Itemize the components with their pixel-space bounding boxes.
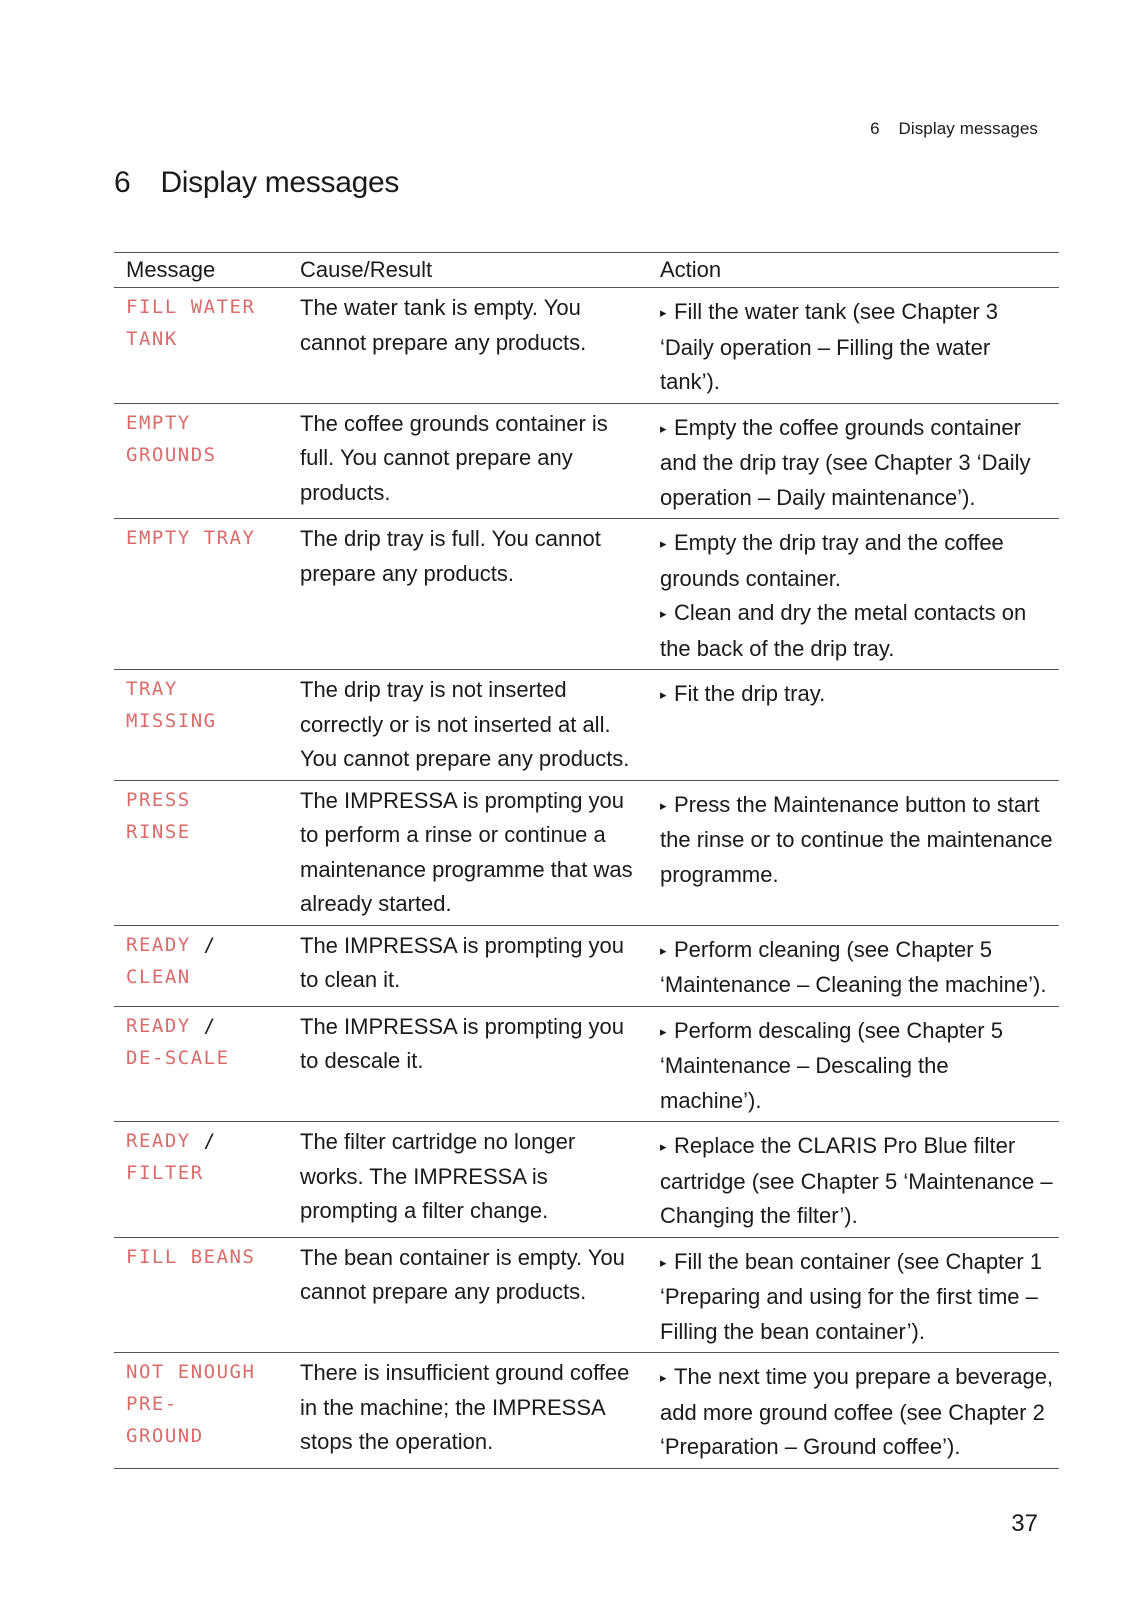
action-cell: [648, 519, 1059, 670]
right-triangle-icon: ▸: [660, 536, 667, 551]
message-cell: [114, 1006, 294, 1122]
action-item: ▸ Empty the drip tray and the coffee grounds container.: [660, 526, 1055, 596]
message-separator: /: [203, 1130, 216, 1152]
right-triangle-icon: ▸: [660, 687, 667, 702]
action-item: ▸ Fit the drip tray.: [660, 677, 1055, 713]
action-item: ▸ Perform cleaning (see Chapter 5 ‘Maintenance – Cleaning the machine’).: [660, 933, 1055, 1003]
table-row: [114, 1353, 1059, 1469]
right-triangle-icon: ▸: [660, 606, 667, 621]
action-cell: [648, 925, 1059, 1006]
action-cell: [648, 780, 1059, 925]
display-message-text: PRESS: [126, 788, 191, 811]
message-cell: [114, 925, 294, 1006]
display-message-text: GROUNDS: [126, 443, 217, 466]
cause-cell: The coffee grounds container is full. You cannot prepare any products.: [294, 403, 648, 519]
display-message-text: TRAY: [126, 678, 178, 700]
header-message: Message: [114, 253, 294, 288]
right-triangle-icon: ▸: [660, 1254, 667, 1270]
table-row: [114, 780, 1059, 925]
message-cell: [114, 1237, 294, 1353]
display-message-text: READY /: [126, 933, 216, 956]
right-triangle-icon: ▸: [660, 1023, 667, 1039]
right-triangle-icon: ▸: [660, 942, 667, 958]
action-cell: [648, 670, 1059, 781]
right-triangle-icon: ▸: [660, 797, 667, 813]
display-message-text: READY /: [126, 1014, 216, 1037]
display-message-text: FILL WATER: [126, 296, 256, 318]
message-cell: [114, 780, 294, 925]
table-row: [114, 403, 1059, 519]
right-triangle-icon: ▸: [660, 420, 667, 436]
message-cell: [114, 519, 294, 670]
cause-cell: The drip tray is full. You cannot prepare any products.: [294, 519, 648, 670]
table-row: [114, 288, 1059, 404]
chapter-title: [114, 166, 399, 200]
display-message-text: EMPTY: [126, 411, 191, 434]
cause-cell: The water tank is empty. You cannot prepare any products.: [294, 288, 648, 404]
table-header-row: [114, 253, 1059, 288]
table-row: [114, 1006, 1059, 1122]
display-message-text: RINSE: [126, 820, 191, 843]
cause-cell: The IMPRESSA is prompting you to perform a rinse or continue a maintenance programme that was already started.: [294, 780, 648, 925]
action-cell: [648, 1122, 1059, 1238]
display-message-text: MISSING: [126, 710, 217, 732]
message-separator: /: [203, 933, 216, 956]
display-message-text: DE-SCALE: [126, 1046, 230, 1069]
right-triangle-icon: ▸: [660, 305, 667, 320]
action-cell: [648, 1237, 1059, 1353]
action-item: ▸ The next time you prepare a beverage, add more ground coffee (see Chapter 2 ‘Preparation – Ground coffee’).: [660, 1360, 1055, 1465]
cause-cell: The bean container is empty. You cannot prepare any products.: [294, 1237, 648, 1353]
action-item: ▸ Replace the CLARIS Pro Blue filter cartridge (see Chapter 5 ‘Maintenance – Changing the filter’).: [660, 1129, 1055, 1234]
header-cause: Cause/Result: [294, 253, 648, 288]
action-cell: [648, 403, 1059, 519]
message-cell: [114, 1353, 294, 1469]
action-item: ▸ Fill the bean container (see Chapter 1 ‘Preparing and using for the first time – Filling the bean container’).: [660, 1245, 1055, 1350]
message-cell: [114, 670, 294, 781]
running-head-title: Display messages: [898, 119, 1038, 138]
message-cell: [114, 1122, 294, 1238]
action-item: ▸ Press the Maintenance button to start the rinse or to continue the maintenance programme.: [660, 788, 1055, 893]
chapter-number: 6: [114, 166, 131, 199]
display-message-text: TANK: [126, 328, 178, 350]
display-message-text: FILTER: [126, 1162, 204, 1184]
cause-cell: The filter cartridge no longer works. The IMPRESSA is prompting a filter change.: [294, 1122, 648, 1238]
chapter-title-text: Display messages: [160, 166, 400, 199]
action-cell: [648, 1006, 1059, 1122]
table-row: [114, 925, 1059, 1006]
display-message-text: NOT ENOUGH: [126, 1361, 256, 1383]
action-item: ▸ Fill the water tank (see Chapter 3 ‘Daily operation – Filling the water tank’).: [660, 295, 1055, 400]
display-message-text: READY /: [126, 1130, 216, 1152]
message-cell: [114, 403, 294, 519]
cause-cell: There is insufficient ground coffee in the machine; the IMPRESSA stops the operation.: [294, 1353, 648, 1469]
page-number: 37: [1011, 1510, 1038, 1537]
running-head: [870, 119, 1038, 139]
display-message-text: FILL BEANS: [126, 1245, 256, 1268]
display-message-text: PRE-: [126, 1393, 178, 1415]
cause-cell: The IMPRESSA is prompting you to descale it.: [294, 1006, 648, 1122]
display-message-text: GROUND: [126, 1425, 204, 1447]
table-row: [114, 670, 1059, 781]
table-body: [114, 288, 1059, 1469]
running-head-number: 6: [870, 119, 880, 138]
action-item: ▸ Perform descaling (see Chapter 5 ‘Maintenance – Descaling the machine’).: [660, 1014, 1055, 1119]
display-message-text: CLEAN: [126, 965, 191, 988]
table-row: [114, 1237, 1059, 1353]
right-triangle-icon: ▸: [660, 1139, 667, 1154]
header-action: Action: [648, 253, 1059, 288]
table-row: [114, 1122, 1059, 1238]
display-messages-table: [114, 252, 1059, 1469]
message-separator: /: [203, 1014, 216, 1037]
message-cell: [114, 288, 294, 404]
cause-cell: The IMPRESSA is prompting you to clean it.: [294, 925, 648, 1006]
action-cell: [648, 1353, 1059, 1469]
cause-cell: The drip tray is not inserted correctly or is not inserted at all. You cannot prepare any products.: [294, 670, 648, 781]
action-item: ▸ Clean and dry the metal contacts on the back of the drip tray.: [660, 596, 1055, 666]
table-row: [114, 519, 1059, 670]
action-item: ▸ Empty the coffee grounds container and the drip tray (see Chapter 3 ‘Daily operation – Daily maintenance’).: [660, 411, 1055, 516]
action-cell: [648, 288, 1059, 404]
right-triangle-icon: ▸: [660, 1370, 667, 1385]
display-message-text: EMPTY TRAY: [126, 527, 256, 549]
